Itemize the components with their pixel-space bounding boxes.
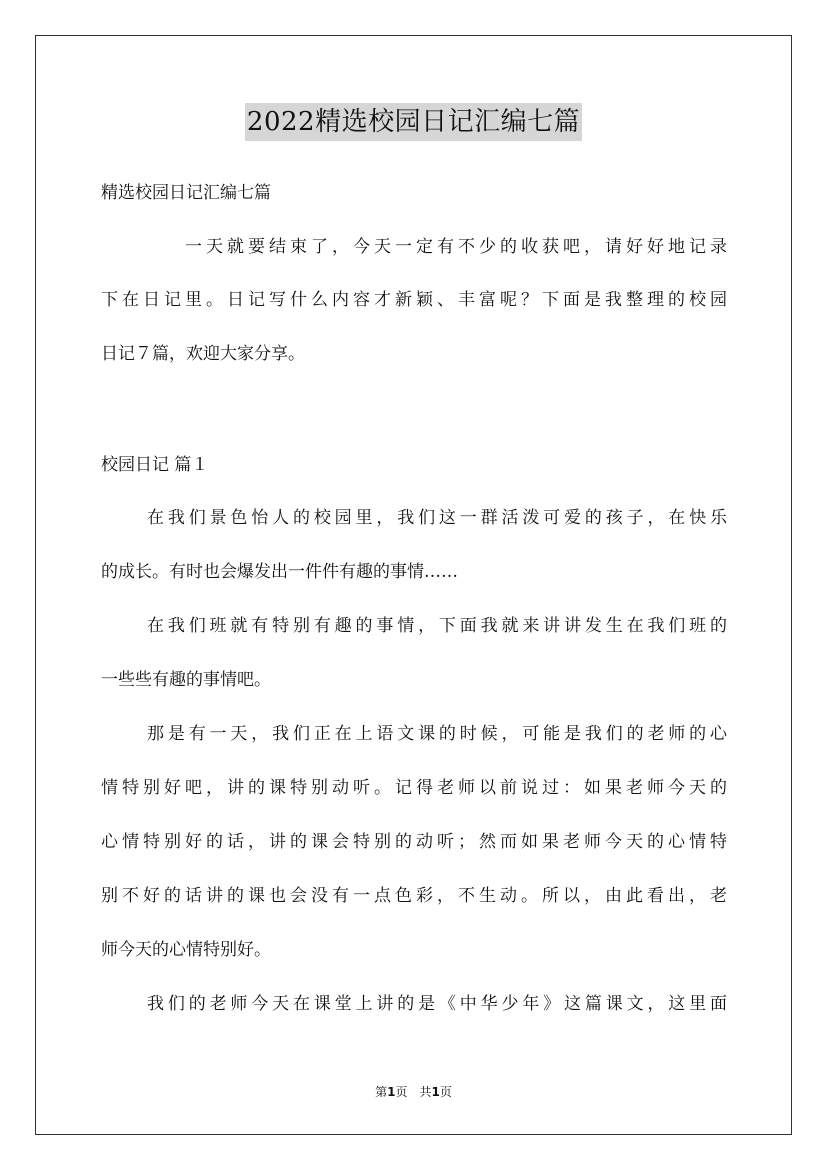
intro-line-3: 日记７篇，欢迎大家分享。 bbox=[101, 344, 305, 364]
document-title: 2022精选校园日记汇编七篇 bbox=[245, 103, 582, 141]
body-line-2: 的成长。有时也会爆发出一件件有趣的事情…… bbox=[101, 562, 458, 582]
intro-line-1: 一天就要结束了，今天一定有不少的收获吧，请好好地记录 bbox=[185, 237, 727, 257]
section-heading: 校园日记 篇１ bbox=[101, 455, 209, 475]
body-line-9: 师今天的心情特别好。 bbox=[101, 940, 271, 960]
title-container bbox=[0, 103, 827, 141]
page-current: 1 bbox=[387, 1085, 396, 1099]
intro-line-2: 下在日记里。日记写什么内容才新颖、丰富呢？下面是我整理的校园 bbox=[101, 290, 727, 310]
total-suffix: 页 bbox=[439, 1085, 452, 1099]
body-line-7: 心情特别好的话，讲的课会特别的动听；然而如果老师今天的心情特 bbox=[101, 832, 727, 852]
body-line-1: 在我们景色怡人的校园里，我们这一群活泼可爱的孩子，在快乐 bbox=[147, 508, 727, 528]
page-total: 1 bbox=[431, 1085, 440, 1099]
page-suffix: 页 bbox=[395, 1085, 408, 1099]
page-footer bbox=[0, 1083, 827, 1101]
body-line-10: 我们的老师今天在课堂上讲的是《中华少年》这篇课文，这里面 bbox=[147, 994, 727, 1014]
body-line-5: 那是有一天，我们正在上语文课的时候，可能是我们的老师的心 bbox=[147, 724, 727, 744]
body-line-6: 情特别好吧，讲的课特别动听。记得老师以前说过：如果老师今天的 bbox=[101, 778, 727, 798]
total-prefix: 共 bbox=[419, 1085, 432, 1099]
page-prefix: 第 bbox=[375, 1085, 388, 1099]
body-line-8: 别不好的话讲的课也会没有一点色彩，不生动。所以，由此看出，老 bbox=[101, 886, 727, 906]
document-subtitle: 精选校园日记汇编七篇 bbox=[101, 183, 271, 203]
body-line-4: 一些些有趣的事情吧。 bbox=[101, 670, 271, 690]
body-line-3: 在我们班就有特别有趣的事情，下面我就来讲讲发生在我们班的 bbox=[147, 616, 727, 636]
